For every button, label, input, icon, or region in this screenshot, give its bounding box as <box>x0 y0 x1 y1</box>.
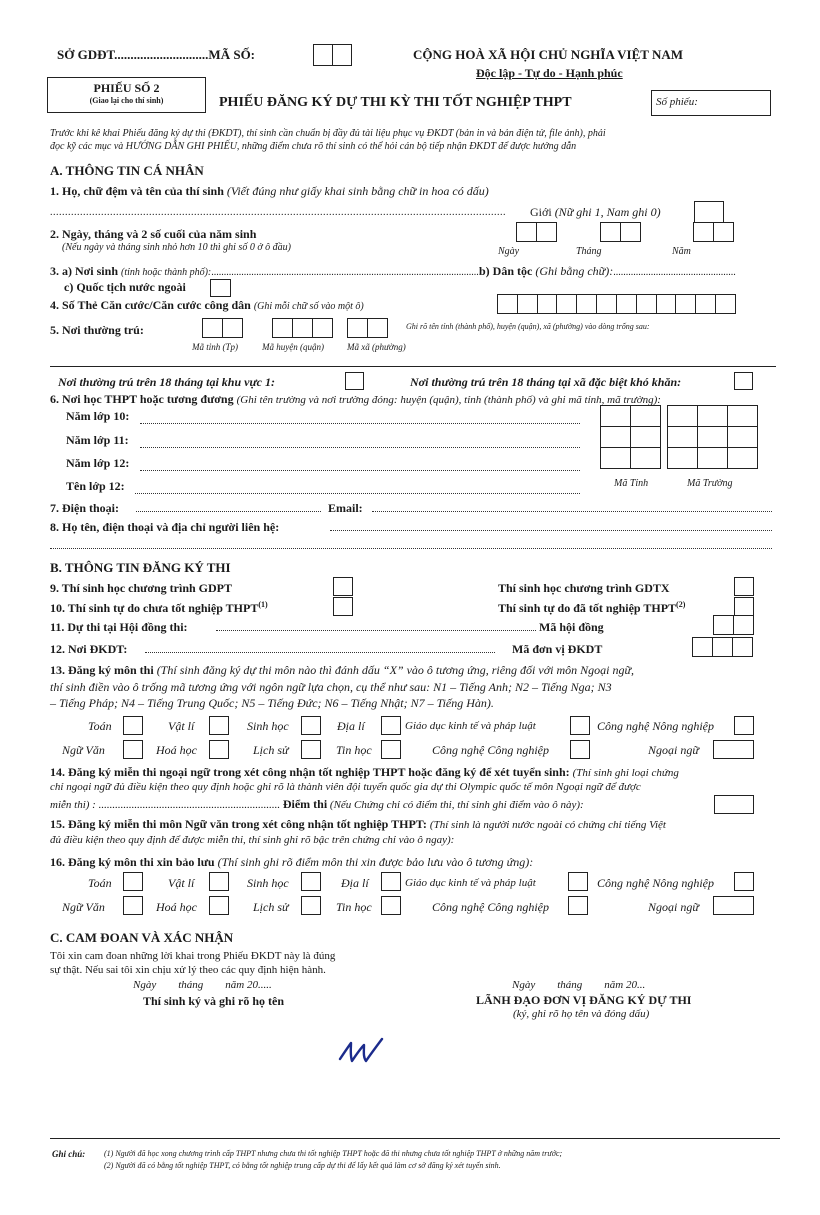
q3b-field[interactable]: ................................................. <box>613 267 736 278</box>
q1-note: (Viết đúng như giấy khai sinh bằng chữ in hoa có dấu) <box>226 184 489 198</box>
dob-day-2[interactable] <box>536 222 557 242</box>
cell[interactable] <box>668 406 698 427</box>
cccd-digit-box[interactable] <box>576 294 597 314</box>
email-label: Email: <box>328 501 363 515</box>
q13-cnnn-box[interactable] <box>734 716 754 735</box>
ma-so-box-1[interactable] <box>313 44 333 66</box>
q13-van: Ngữ Văn <box>62 743 105 757</box>
q13-sinh-box[interactable] <box>301 716 321 735</box>
lop11-field[interactable] <box>140 436 580 448</box>
q13-su: Lịch sử <box>253 743 289 757</box>
q16-sinh: Sinh học <box>247 876 289 890</box>
gioi-note: (Nữ ghi 1, Nam ghi 0) <box>554 205 661 219</box>
noi-dkdt-field[interactable] <box>145 652 495 653</box>
q16-vatli: Vật lí <box>168 876 195 890</box>
q1-label: 1. Họ, chữ đệm và tên của thí sinh <box>50 184 224 198</box>
gap <box>661 448 668 469</box>
signature-mark <box>336 1025 386 1069</box>
q10-row <box>50 600 268 616</box>
ten-lop12-field[interactable] <box>135 482 580 494</box>
q16-gdkt-box[interactable] <box>568 872 588 891</box>
lop12-field[interactable] <box>140 459 580 471</box>
q16-row <box>50 855 533 870</box>
gdtx-box[interactable] <box>734 577 754 596</box>
q2-note: (Nếu ngày và tháng sinh nhỏ hơn 10 thì ghi số 0 ở ô đầu) <box>62 242 291 253</box>
q6-note: (Ghi tên trường và nơi trường đóng: huyện (quận), tỉnh (thành phố) và ghi mã tỉnh, mã trường): <box>236 394 661 406</box>
quoc-tich-box[interactable] <box>210 279 231 297</box>
cell[interactable] <box>601 406 631 427</box>
sign-right-label: LÃNH ĐẠO ĐƠN VỊ ĐĂNG KÝ DỰ THI <box>476 993 692 1007</box>
hoi-dong-field[interactable] <box>216 630 536 631</box>
q13-ngoaingu: Ngoại ngữ <box>648 743 699 757</box>
q10-sup: (1) <box>258 600 268 609</box>
q4-label: 4. Số Thẻ Căn cước/Căn cước công dân <box>50 298 251 312</box>
so-phieu-label: Số phiếu: <box>656 96 698 108</box>
form-title: PHIẾU ĐĂNG KÝ DỰ THI KỲ THI TỐT NGHIỆP THPT <box>219 95 572 110</box>
cell[interactable] <box>668 427 698 448</box>
ma-tinh-2[interactable] <box>222 318 243 338</box>
q13-hoa-box[interactable] <box>209 740 229 759</box>
cell[interactable] <box>668 448 698 469</box>
q12-label: 12. Nơi ĐKDT: <box>50 642 128 656</box>
section-c-title: C. CAM ĐOAN VÀ XÁC NHẬN <box>50 930 234 945</box>
q13-row <box>50 663 634 678</box>
q3a-label: 3. a) Nơi sinh <box>50 264 118 278</box>
ma-hoi-dong-2[interactable] <box>733 615 754 635</box>
q14-diem: Điểm thi <box>282 797 328 811</box>
q7-label: 7. Điện thoại: <box>50 501 119 515</box>
q13-gdkt-box[interactable] <box>570 716 590 735</box>
q3a-field[interactable]: ............................................................................................................ <box>211 267 482 278</box>
q14-note1: (Thí sinh ghi loại chứng <box>572 767 679 779</box>
email-field[interactable] <box>372 511 772 512</box>
q16-cncn-box[interactable] <box>568 896 588 915</box>
cam-doan-line1: Tôi xin cam đoan những lời khai trong Phiếu ĐKDT này là đúng <box>50 950 336 962</box>
q16-gdkt: Giáo dục kinh tế và pháp luật <box>405 877 536 889</box>
ma-hoi-dong-label: Mã hội đồng <box>539 620 604 634</box>
da-tn-box[interactable] <box>734 597 754 616</box>
ma-xa-2[interactable] <box>367 318 388 338</box>
ma-xa-1[interactable] <box>347 318 368 338</box>
dob-month-2[interactable] <box>620 222 641 242</box>
cccd-digit-box[interactable] <box>616 294 637 314</box>
gioi-label: Giới <box>530 205 552 219</box>
section-a-title: A. THÔNG TIN CÁ NHÂN <box>50 163 204 178</box>
q16-toan: Toán <box>88 876 112 890</box>
date-left: Ngày tháng năm 20..... <box>133 979 272 991</box>
q13-dia: Địa lí <box>337 719 365 733</box>
q16-cnnn-box[interactable] <box>734 872 754 891</box>
q14-line3b: (Nếu Chứng chỉ có điểm thi, thí sinh ghi điểm vào ô này): <box>329 799 584 811</box>
q16-su-box[interactable] <box>301 896 321 915</box>
q10-label: 10. Thí sinh tự do chưa tốt nghiệp THPT <box>50 601 259 615</box>
q5-label: 5. Nơi thường trú: <box>50 323 144 337</box>
dob-year-1[interactable] <box>693 222 714 242</box>
kv1-box[interactable] <box>345 372 364 390</box>
phieu-so-label: PHIẾU SỐ 2 <box>93 81 160 95</box>
cccd-digit-box[interactable] <box>715 294 736 314</box>
intro-line-2: đọc kỹ các mục và HƯỚNG DẪN GHI PHIẾU, những điểm chưa rõ thí sinh có thể hỏi cán bộ tiếp nhận ĐKDT để được hướng dẫn <box>50 141 577 152</box>
cccd-digit-box[interactable] <box>675 294 696 314</box>
chua-tn-box[interactable] <box>333 597 353 616</box>
q3a-row <box>50 264 481 279</box>
q15-line2: đủ điều kiện theo quy định để được miễn thi, thí sinh ghi rõ bậc trên chứng chỉ vào ô ngay): <box>50 834 455 846</box>
ma-don-vi-3[interactable] <box>732 637 753 657</box>
ma-don-vi-boxes <box>692 637 751 657</box>
intro-line-1: Trước khi kê khai Phiếu đăng ký dự thi (ĐKDT), thí sinh cần chuẩn bị đầy đủ tài liệu phục vụ ĐKDT (bản in và bản điện tử, file ảnh), phải <box>50 128 606 139</box>
cam-doan-line2: sự thật. Nếu sai tôi xin chịu xử lý theo các quy định hiện hành. <box>50 964 326 976</box>
motto: Độc lập - Tự do - Hạnh phúc <box>476 66 623 80</box>
cell[interactable] <box>631 406 661 427</box>
gap <box>661 427 668 448</box>
q16-sinh-box[interactable] <box>301 872 321 891</box>
q4-note: (Ghi mỗi chữ số vào một ô) <box>253 301 364 312</box>
ma-so-box-2[interactable] <box>332 44 352 66</box>
cell[interactable] <box>631 427 661 448</box>
phone-field[interactable] <box>136 511 321 512</box>
q16-label: 16. Đăng ký môn thi xin bảo lưu <box>50 855 215 869</box>
gioi-row <box>530 205 661 220</box>
tn-label: Thí sinh tự do đã tốt nghiệp THPT <box>498 601 677 615</box>
q16-dia-box[interactable] <box>381 872 401 891</box>
q13-tin: Tin học <box>336 743 372 757</box>
lop10-field[interactable] <box>140 412 580 424</box>
cell[interactable] <box>698 448 728 469</box>
tn-row <box>498 600 685 616</box>
q16-cnnn: Công nghệ Nông nghiệp <box>597 876 714 890</box>
cell[interactable] <box>631 448 661 469</box>
q3c-label: c) Quốc tịch nước ngoài <box>64 280 186 294</box>
lop11-label: Năm lớp 11: <box>66 433 129 447</box>
q16-hoa: Hoá học <box>156 900 197 914</box>
phieu-so-box <box>47 77 206 113</box>
q13-van-box[interactable] <box>123 740 143 759</box>
cccd-digit-box[interactable] <box>596 294 617 314</box>
cell[interactable] <box>698 427 728 448</box>
ghi-chu-label: Ghi chú: <box>52 1149 86 1159</box>
footer-note-2: (2) Người đã có bằng tốt nghiệp THPT, có bằng tốt nghiệp trung cấp dự thi để lấy kết quả làm cơ sở đăng ký xét tuyển sinh. <box>104 1161 501 1170</box>
tn-sup: (2) <box>676 600 686 609</box>
q3a-note: (tỉnh hoặc thành phố): <box>121 267 212 278</box>
cell[interactable] <box>601 427 631 448</box>
q15-note1: (Thí sinh là người nước ngoài có chứng chỉ tiếng Việt <box>429 819 666 831</box>
cccd-digit-box[interactable] <box>636 294 657 314</box>
q13-toan: Toán <box>88 719 112 733</box>
q14-line2: chỉ ngoại ngữ đủ điều kiện theo quy định hoặc ghi rõ là thành viên đội tuyển quốc gia dự thi Olympic quốc tế môn Ngoại ngữ để được <box>50 781 641 793</box>
q14-diem-box[interactable] <box>714 795 754 814</box>
cccd-digit-box[interactable] <box>556 294 577 314</box>
cccd-digit-box[interactable] <box>517 294 538 314</box>
ma-huyen-1[interactable] <box>272 318 293 338</box>
q13-cnnn: Công nghệ Nông nghiệp <box>597 719 714 733</box>
ma-truong-col-caption: Mã Trường <box>687 478 733 489</box>
thang-caption: Tháng <box>576 246 602 257</box>
dob-day-1[interactable] <box>516 222 537 242</box>
q2-label: 2. Ngày, tháng và 2 số cuối của năm sinh <box>50 227 257 241</box>
q16-van-box[interactable] <box>123 896 143 915</box>
q13-sinh: Sinh học <box>247 719 289 733</box>
sign-right-note: (ký, ghi rõ họ tên và đóng dấu) <box>513 1008 650 1020</box>
q5-note: Ghi rõ tên tỉnh (thành phố), huyện (quận), xã (phường) vào dòng trống sau: <box>406 322 650 331</box>
q1-row <box>50 184 489 199</box>
dob-month-boxes <box>600 222 640 242</box>
footer-divider <box>50 1138 780 1139</box>
q13-dia-box[interactable] <box>381 716 401 735</box>
footer-note-1: (1) Người đã học xong chương trình cấp THPT nhưng chưa thi tốt nghiệp THPT hoặc đã thi nhưng chưa tốt nghiệp THPT ở những năm trước; <box>104 1149 563 1158</box>
school-code-grid <box>600 405 758 469</box>
q16-hoa-box[interactable] <box>209 896 229 915</box>
ma-don-vi-label: Mã đơn vị ĐKDT <box>512 642 603 656</box>
q16-note: (Thí sinh ghi rõ điểm môn thi xin được bảo lưu vào ô tương ứng): <box>217 855 534 869</box>
ma-huyen-2[interactable] <box>292 318 313 338</box>
q16-ngoaingu-box[interactable] <box>713 896 754 915</box>
so-phieu-box[interactable] <box>651 90 771 116</box>
cell[interactable] <box>698 406 728 427</box>
q16-dia: Địa lí <box>341 876 369 890</box>
q14-row <box>50 765 679 780</box>
sign-left-label: Thí sinh ký và ghi rõ họ tên <box>143 994 285 1008</box>
q9-label: 9. Thí sinh học chương trình GDPT <box>50 581 233 595</box>
dob-year-2[interactable] <box>713 222 734 242</box>
ma-tinh-boxes <box>202 318 242 338</box>
dob-month-1[interactable] <box>600 222 621 242</box>
q16-toan-box[interactable] <box>123 872 143 891</box>
q15-label: 15. Đăng ký miễn thi môn Ngữ văn trong xét công nhận tốt nghiệp THPT: <box>50 817 427 831</box>
gioi-box[interactable] <box>694 201 724 223</box>
q13-hoa: Hoá học <box>156 743 197 757</box>
q13-tin-box[interactable] <box>381 740 401 759</box>
ngay-caption: Ngày <box>498 246 520 257</box>
ma-huyen-boxes <box>272 318 331 338</box>
cell[interactable] <box>728 406 758 427</box>
ma-hoi-dong-boxes <box>713 615 753 635</box>
q14-label: 14. Đăng ký miễn thi ngoại ngữ trong xét công nhận tốt nghiệp THPT hoặc đăng ký để xét tuyển sinh: <box>50 765 570 779</box>
ma-xa-boxes <box>347 318 387 338</box>
dob-year-boxes <box>693 222 733 242</box>
xa-dbkk-box[interactable] <box>734 372 753 390</box>
so-gddt-label: SỞ GDĐT.............................MÃ SỐ: <box>57 47 256 62</box>
ma-don-vi-2[interactable] <box>712 637 733 657</box>
dob-day-boxes <box>516 222 556 242</box>
q15-row <box>50 817 666 832</box>
xa-dbkk-label: Nơi thường trú trên 18 tháng tại xã đặc biệt khó khăn: <box>410 375 682 389</box>
country-title: CỘNG HOÀ XÃ HỘI CHỦ NGHĨA VIỆT NAM <box>413 47 684 62</box>
ma-tinh-caption: Mã tỉnh (Tp) <box>192 342 238 352</box>
q8-label: 8. Họ tên, điện thoại và địa chỉ người liên hệ: <box>50 520 280 534</box>
cell[interactable] <box>728 427 758 448</box>
cccd-digit-box[interactable] <box>497 294 518 314</box>
q13-line1: (Thí sinh đăng ký dự thi môn nào thì đánh dấu “X” vào ô tương ứng, riêng đối với môn Ngoại ngữ, <box>156 663 635 677</box>
cccd-digit-box[interactable] <box>695 294 716 314</box>
gdpt-box[interactable] <box>333 577 353 596</box>
q13-toan-box[interactable] <box>123 716 143 735</box>
q11-label: 11. Dự thi tại Hội đồng thi: <box>50 620 188 634</box>
q13-vatli-box[interactable] <box>209 716 229 735</box>
gdtx-label: Thí sinh học chương trình GDTX <box>498 581 670 595</box>
lop12-label: Năm lớp 12: <box>66 456 130 470</box>
q6-label: 6. Nơi học THPT hoặc tương đương <box>50 392 234 406</box>
q16-su: Lịch sử <box>253 900 289 914</box>
q14-line3a[interactable]: miễn thi) : .................................................................. <box>50 799 281 811</box>
cccd-boxes <box>497 294 735 314</box>
q6-row <box>50 392 661 407</box>
q13-label: 13. Đăng ký môn thi <box>50 663 154 677</box>
q16-van: Ngữ Văn <box>62 900 105 914</box>
q3b-note: (Ghi bằng chữ): <box>535 264 614 278</box>
date-right: Ngày tháng năm 20... <box>512 979 646 991</box>
q3b-row <box>479 264 736 279</box>
q16-cncn: Công nghệ Công nghiệp <box>432 900 549 914</box>
cell[interactable] <box>601 448 631 469</box>
q13-cncn-box[interactable] <box>570 740 590 759</box>
contact-field-2[interactable] <box>50 548 772 549</box>
ma-huyen-caption: Mã huyện (quận) <box>262 342 324 352</box>
q13-cncn: Công nghệ Công nghiệp <box>432 743 549 757</box>
q13-su-box[interactable] <box>301 740 321 759</box>
gap <box>661 406 668 427</box>
q3b-label: b) Dân tộc <box>479 264 533 278</box>
ten-lop12-label: Tên lớp 12: <box>66 479 125 493</box>
cccd-digit-box[interactable] <box>656 294 677 314</box>
kv1-label: Nơi thường trú trên 18 tháng tại khu vực 1: <box>58 375 275 389</box>
lop10-label: Năm lớp 10: <box>66 409 130 423</box>
q13-gdkt: Giáo dục kinh tế và pháp luật <box>405 720 536 732</box>
q16-ngoaingu: Ngoại ngữ <box>648 900 699 914</box>
cccd-digit-box[interactable] <box>537 294 558 314</box>
ma-tinh-1[interactable] <box>202 318 223 338</box>
phieu-so-note: (Giao lại cho thí sinh) <box>89 96 164 105</box>
q13-vatli: Vật lí <box>168 719 195 733</box>
q16-tin: Tin học <box>336 900 372 914</box>
ma-huyen-3[interactable] <box>312 318 333 338</box>
cell[interactable] <box>728 448 758 469</box>
ma-tinh-col-caption: Mã Tỉnh <box>614 478 649 489</box>
q14-row3 <box>50 797 584 812</box>
q13-line3: – Tiếng Pháp; N4 – Tiếng Trung Quốc; N5 – Tiếng Đức; N6 – Tiếng Nhật; N7 – Tiếng Hàn). <box>50 696 494 710</box>
q5-address-line[interactable] <box>50 366 776 367</box>
section-b-title: B. THÔNG TIN ĐĂNG KÝ THI <box>50 560 231 575</box>
nam-caption: Năm <box>672 246 691 257</box>
q16-vatli-box[interactable] <box>209 872 229 891</box>
q13-line2: thí sinh điền vào ô trống mã tương ứng với ngôn ngữ lựa chọn, cụ thể như sau: N1 – Tiếng Anh; N2 – Tiếng Nga; N3 <box>50 680 612 694</box>
q13-ngoaingu-box[interactable] <box>713 740 754 759</box>
q4-row <box>50 298 364 313</box>
ma-don-vi-1[interactable] <box>692 637 713 657</box>
q1-name-field[interactable]: ........................................................................................................................................................ <box>50 207 506 218</box>
ma-xa-caption: Mã xã (phường) <box>347 342 406 352</box>
q16-tin-box[interactable] <box>381 896 401 915</box>
contact-field[interactable] <box>330 530 772 531</box>
ma-hoi-dong-1[interactable] <box>713 615 734 635</box>
